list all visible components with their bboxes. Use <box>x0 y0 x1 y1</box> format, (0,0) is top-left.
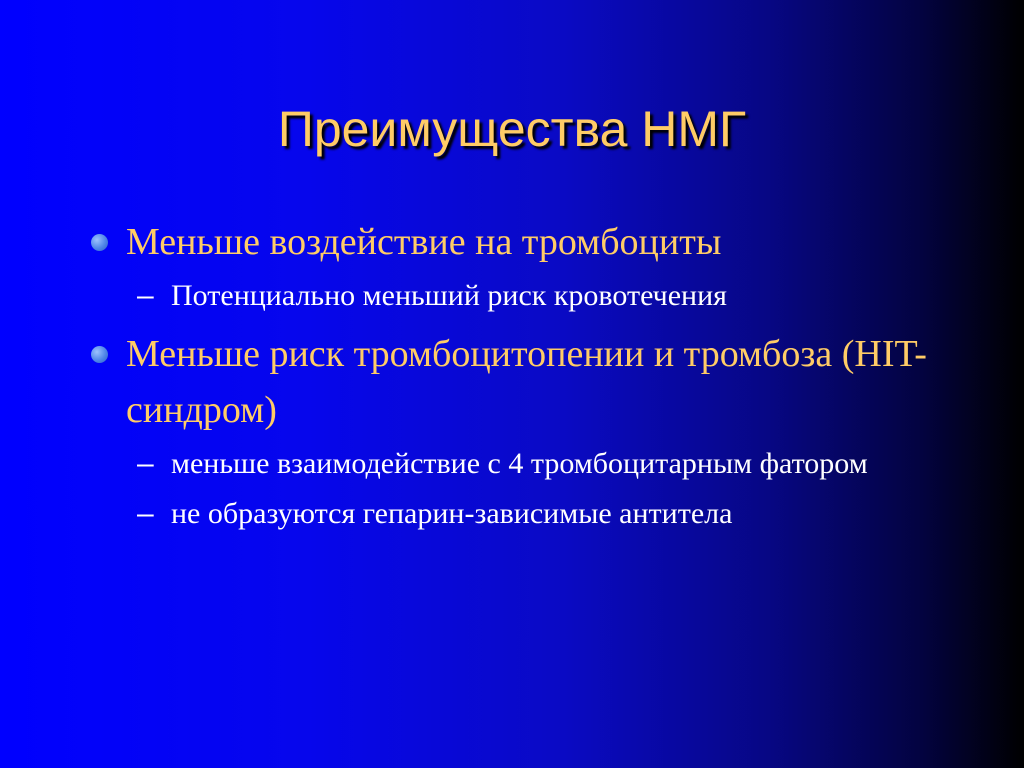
bullet-text: Меньше риск тромбоцитопении и тромбоза (HIT-синдром) <box>126 333 927 431</box>
dash-icon: – <box>137 279 154 312</box>
sub-bullet-item <box>88 494 991 534</box>
sub-bullet-item <box>88 276 991 316</box>
sub-bullet-text: не образуются гепарин-зависимые антитела <box>171 497 733 530</box>
bullet-text: Меньше воздействие на тромбоциты <box>126 221 722 263</box>
bullet-dot-icon <box>91 346 108 363</box>
sub-bullet-text: меньше взаимодействие с 4 тромбоцитарным фатором <box>171 447 868 480</box>
bullet-item <box>88 326 988 438</box>
sub-bullet-item <box>88 444 991 484</box>
dash-icon: – <box>137 497 154 530</box>
sub-bullet-text: Потенциально меньший риск кровотечения <box>171 279 727 312</box>
slide-body <box>88 214 988 544</box>
bullet-item <box>88 214 988 270</box>
bullet-dot-icon <box>91 234 108 251</box>
slide-title: Преимущества НМГ <box>277 101 747 157</box>
dash-icon: – <box>137 447 154 480</box>
